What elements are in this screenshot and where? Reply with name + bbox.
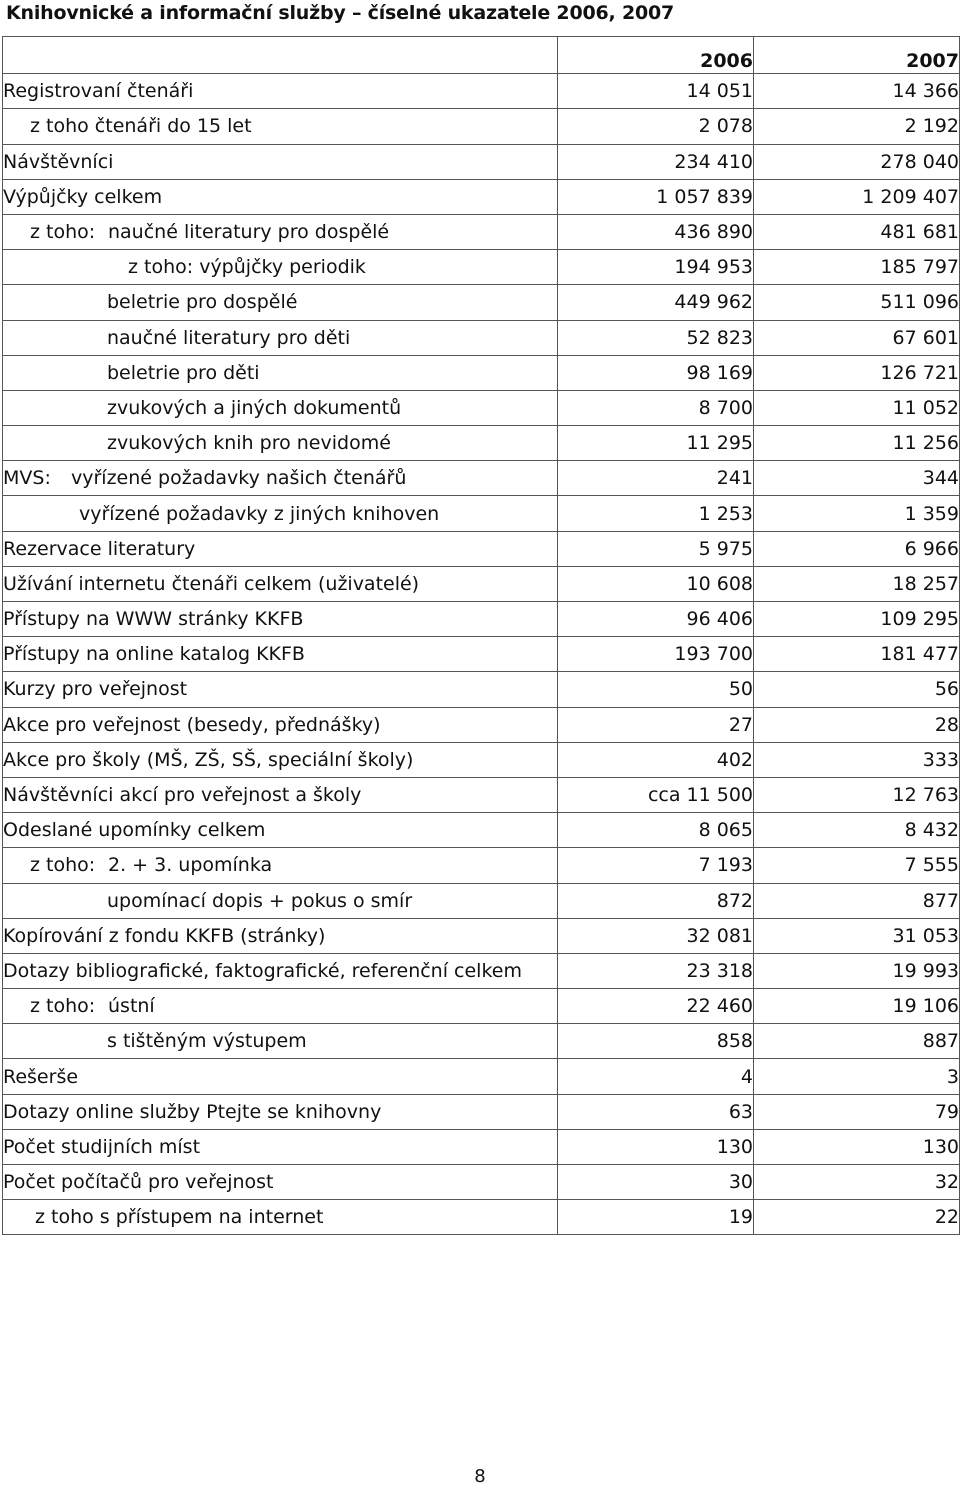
row-label-text: Akce pro veřejnost (besedy, přednášky) bbox=[3, 713, 381, 736]
table-row bbox=[3, 848, 960, 883]
value-2006: 858 bbox=[558, 1024, 754, 1059]
table-row bbox=[3, 1129, 960, 1164]
row-label-text: upomínací dopis + pokus o smír bbox=[107, 889, 413, 912]
value-2007: 130 bbox=[754, 1129, 960, 1164]
table-row bbox=[3, 1200, 960, 1235]
table-row bbox=[3, 742, 960, 777]
value-2007: 333 bbox=[754, 742, 960, 777]
row-label bbox=[3, 1024, 558, 1059]
value-2007: 1 209 407 bbox=[754, 179, 960, 214]
row-label-text: vyřízené požadavky z jiných knihoven bbox=[79, 502, 440, 525]
row-label bbox=[3, 848, 558, 883]
table-row bbox=[3, 918, 960, 953]
header-2007: 2007 bbox=[754, 37, 960, 74]
value-2006: 23 318 bbox=[558, 953, 754, 988]
header-2006: 2006 bbox=[558, 37, 754, 74]
row-label-text: ústní bbox=[108, 995, 155, 1018]
row-label bbox=[3, 109, 558, 144]
table-row bbox=[3, 285, 960, 320]
row-label bbox=[3, 355, 558, 390]
table-row bbox=[3, 109, 960, 144]
value-2007: 19 106 bbox=[754, 989, 960, 1024]
row-label bbox=[3, 637, 558, 672]
row-label-text: zvukových a jiných dokumentů bbox=[107, 396, 402, 419]
value-2007: 8 432 bbox=[754, 813, 960, 848]
value-2006: 449 962 bbox=[558, 285, 754, 320]
value-2006: 96 406 bbox=[558, 602, 754, 637]
row-label bbox=[3, 1129, 558, 1164]
table-row bbox=[3, 250, 960, 285]
value-2006: 30 bbox=[558, 1165, 754, 1200]
value-2006: 5 975 bbox=[558, 531, 754, 566]
value-2006: 27 bbox=[558, 707, 754, 742]
row-prefix: z toho: bbox=[30, 854, 96, 877]
row-label bbox=[3, 813, 558, 848]
value-2007: 877 bbox=[754, 883, 960, 918]
row-label bbox=[3, 390, 558, 425]
value-2006: cca 11 500 bbox=[558, 777, 754, 812]
value-2007: 126 721 bbox=[754, 355, 960, 390]
value-2006: 63 bbox=[558, 1094, 754, 1129]
row-label bbox=[3, 883, 558, 918]
row-label bbox=[3, 1200, 558, 1235]
table-row bbox=[3, 1094, 960, 1129]
value-2006: 130 bbox=[558, 1129, 754, 1164]
table-row bbox=[3, 531, 960, 566]
statistics-table bbox=[2, 36, 960, 1235]
value-2007: 28 bbox=[754, 707, 960, 742]
value-2007: 1 359 bbox=[754, 496, 960, 531]
value-2006: 1 253 bbox=[558, 496, 754, 531]
row-label bbox=[3, 461, 558, 496]
value-2006: 32 081 bbox=[558, 918, 754, 953]
value-2007: 18 257 bbox=[754, 566, 960, 601]
header-label-cell bbox=[3, 37, 558, 74]
row-label-text: Kurzy pro veřejnost bbox=[3, 678, 188, 701]
value-2006: 234 410 bbox=[558, 144, 754, 179]
row-label bbox=[3, 566, 558, 601]
row-label-text: Dotazy bibliografické, faktografické, referenční celkem bbox=[3, 959, 522, 982]
row-prefix: z toho: bbox=[30, 995, 96, 1018]
row-label-text: 2. + 3. upomínka bbox=[108, 854, 273, 877]
row-label-text: Přístupy na online katalog KKFB bbox=[3, 643, 305, 666]
value-2007: 12 763 bbox=[754, 777, 960, 812]
row-label-text: naučné literatury pro děti bbox=[107, 326, 351, 349]
row-label-text: Užívání internetu čtenáři celkem (uživatelé) bbox=[3, 572, 420, 595]
row-label bbox=[3, 496, 558, 531]
row-label bbox=[3, 989, 558, 1024]
table-row bbox=[3, 355, 960, 390]
row-label-text: beletrie pro děti bbox=[107, 361, 260, 384]
row-label bbox=[3, 320, 558, 355]
row-label-text: Registrovaní čtenáři bbox=[3, 80, 194, 103]
table-row bbox=[3, 672, 960, 707]
table-row bbox=[3, 989, 960, 1024]
value-2006: 98 169 bbox=[558, 355, 754, 390]
value-2006: 8 700 bbox=[558, 390, 754, 425]
value-2006: 2 078 bbox=[558, 109, 754, 144]
row-label-text: Rezervace literatury bbox=[3, 537, 196, 560]
table-row bbox=[3, 461, 960, 496]
row-label bbox=[3, 918, 558, 953]
row-label-text: z toho: výpůjčky periodik bbox=[128, 256, 366, 279]
value-2006: 241 bbox=[558, 461, 754, 496]
value-2007: 2 192 bbox=[754, 109, 960, 144]
table-row bbox=[3, 707, 960, 742]
value-2006: 22 460 bbox=[558, 989, 754, 1024]
value-2006: 194 953 bbox=[558, 250, 754, 285]
row-label-text: naučné literatury pro dospělé bbox=[108, 221, 390, 244]
row-label-text: beletrie pro dospělé bbox=[107, 291, 298, 314]
row-label-text: Výpůjčky celkem bbox=[3, 185, 163, 208]
row-label bbox=[3, 74, 558, 109]
table-row bbox=[3, 496, 960, 531]
table-row bbox=[3, 1059, 960, 1094]
table-row bbox=[3, 777, 960, 812]
row-label-text: Rešerše bbox=[3, 1065, 79, 1088]
value-2007: 511 096 bbox=[754, 285, 960, 320]
value-2006: 436 890 bbox=[558, 214, 754, 249]
value-2007: 11 256 bbox=[754, 426, 960, 461]
value-2006: 402 bbox=[558, 742, 754, 777]
table-row bbox=[3, 953, 960, 988]
row-label bbox=[3, 179, 558, 214]
table-row bbox=[3, 602, 960, 637]
value-2006: 872 bbox=[558, 883, 754, 918]
value-2006: 8 065 bbox=[558, 813, 754, 848]
row-label bbox=[3, 1165, 558, 1200]
value-2007: 185 797 bbox=[754, 250, 960, 285]
row-label bbox=[3, 285, 558, 320]
table-row bbox=[3, 214, 960, 249]
value-2007: 7 555 bbox=[754, 848, 960, 883]
table-row bbox=[3, 144, 960, 179]
value-2007: 344 bbox=[754, 461, 960, 496]
value-2007: 887 bbox=[754, 1024, 960, 1059]
value-2006: 52 823 bbox=[558, 320, 754, 355]
row-label bbox=[3, 1059, 558, 1094]
value-2007: 56 bbox=[754, 672, 960, 707]
value-2007: 22 bbox=[754, 1200, 960, 1235]
table-row bbox=[3, 179, 960, 214]
value-2006: 11 295 bbox=[558, 426, 754, 461]
value-2006: 50 bbox=[558, 672, 754, 707]
value-2006: 14 051 bbox=[558, 74, 754, 109]
value-2007: 109 295 bbox=[754, 602, 960, 637]
value-2007: 481 681 bbox=[754, 214, 960, 249]
row-label-text: Návštěvníci akcí pro veřejnost a školy bbox=[3, 784, 362, 807]
value-2007: 79 bbox=[754, 1094, 960, 1129]
table-row bbox=[3, 74, 960, 109]
value-2007: 19 993 bbox=[754, 953, 960, 988]
value-2006: 7 193 bbox=[558, 848, 754, 883]
row-label-text: Odeslané upomínky celkem bbox=[3, 819, 266, 842]
row-label bbox=[3, 426, 558, 461]
table-body bbox=[3, 37, 960, 1235]
row-label-text: zvukových knih pro nevidomé bbox=[107, 432, 391, 455]
row-label bbox=[3, 1094, 558, 1129]
page-number: 8 bbox=[474, 1466, 486, 1487]
row-label-text: Počet počítačů pro veřejnost bbox=[3, 1171, 274, 1194]
table-row bbox=[3, 390, 960, 425]
table-row bbox=[3, 566, 960, 601]
row-label bbox=[3, 602, 558, 637]
row-label bbox=[3, 250, 558, 285]
row-label-text: Počet studijních míst bbox=[3, 1135, 201, 1158]
value-2007: 11 052 bbox=[754, 390, 960, 425]
row-label-text: s tištěným výstupem bbox=[107, 1030, 307, 1053]
page-title: Knihovnické a informační služby – číselné ukazatele 2006, 2007 bbox=[6, 2, 675, 24]
value-2007: 3 bbox=[754, 1059, 960, 1094]
value-2006: 193 700 bbox=[558, 637, 754, 672]
row-label bbox=[3, 953, 558, 988]
value-2007: 14 366 bbox=[754, 74, 960, 109]
table-row bbox=[3, 1165, 960, 1200]
table-row bbox=[3, 320, 960, 355]
value-2007: 32 bbox=[754, 1165, 960, 1200]
value-2007: 278 040 bbox=[754, 144, 960, 179]
row-prefix: MVS: bbox=[3, 467, 51, 490]
table-row bbox=[3, 883, 960, 918]
row-label-text: Návštěvníci bbox=[3, 150, 114, 173]
value-2006: 10 608 bbox=[558, 566, 754, 601]
row-label-text: vyřízené požadavky našich čtenářů bbox=[71, 467, 407, 490]
row-label bbox=[3, 672, 558, 707]
row-label bbox=[3, 777, 558, 812]
row-label bbox=[3, 707, 558, 742]
row-prefix: z toho: bbox=[30, 221, 96, 244]
row-label-text: Kopírování z fondu KKFB (stránky) bbox=[3, 924, 326, 947]
row-label-text: z toho čtenáři do 15 let bbox=[30, 115, 252, 138]
row-label-text: z toho s přístupem na internet bbox=[35, 1206, 324, 1229]
value-2006: 4 bbox=[558, 1059, 754, 1094]
row-label bbox=[3, 742, 558, 777]
table-header-row bbox=[3, 37, 960, 74]
table-row bbox=[3, 1024, 960, 1059]
table-row bbox=[3, 637, 960, 672]
row-label bbox=[3, 531, 558, 566]
row-label-text: Akce pro školy (MŠ, ZŠ, SŠ, speciální školy) bbox=[3, 748, 414, 771]
row-label bbox=[3, 214, 558, 249]
row-label-text: Dotazy online služby Ptejte se knihovny bbox=[3, 1100, 382, 1123]
value-2007: 31 053 bbox=[754, 918, 960, 953]
value-2006: 19 bbox=[558, 1200, 754, 1235]
row-label-text: Přístupy na WWW stránky KKFB bbox=[3, 608, 304, 631]
table-row bbox=[3, 813, 960, 848]
value-2006: 1 057 839 bbox=[558, 179, 754, 214]
table-row bbox=[3, 426, 960, 461]
value-2007: 181 477 bbox=[754, 637, 960, 672]
value-2007: 67 601 bbox=[754, 320, 960, 355]
row-label bbox=[3, 144, 558, 179]
value-2007: 6 966 bbox=[754, 531, 960, 566]
